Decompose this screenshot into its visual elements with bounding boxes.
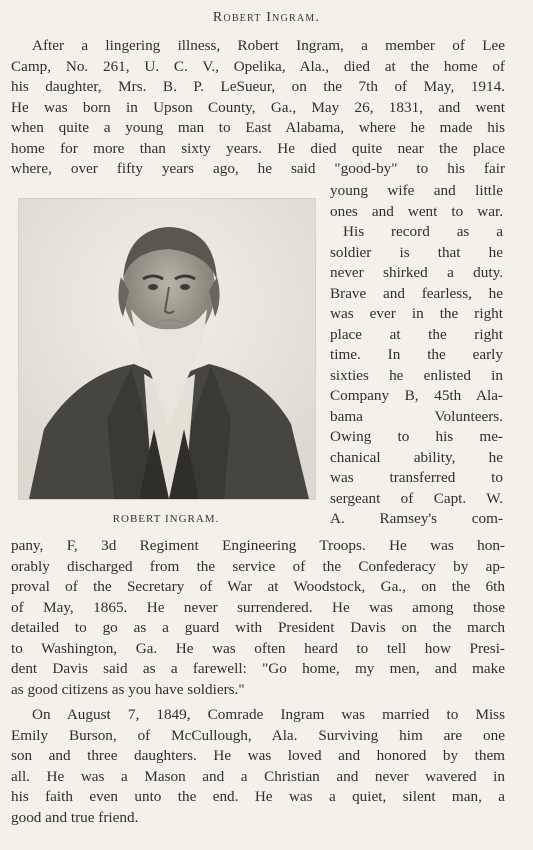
text-line: his faith even unto the end. He was a quiet, silent man, a bbox=[11, 788, 505, 805]
text-line: bama Volunteers. bbox=[330, 407, 503, 425]
text-line: ones and went to war. bbox=[330, 202, 503, 220]
text-line: His record as a bbox=[343, 223, 503, 240]
text-line: He was born in Upson County, Ga., May 26, 1831, and went bbox=[11, 98, 505, 116]
text-line: Owing to his me- bbox=[330, 428, 503, 445]
text-line: when quite a young man to East Alabama, where he made his bbox=[11, 119, 505, 136]
text-line: good and true friend. bbox=[11, 808, 139, 826]
text-line: all. He was a Mason and a Christian and never wavered in bbox=[11, 767, 505, 785]
text-line: was ever in the right bbox=[330, 305, 503, 322]
text-line: sergeant of Capt. W. bbox=[330, 489, 503, 507]
text-line: his daughter, Mrs. B. P. LeSueur, on the 7th of May, 1914. bbox=[11, 78, 505, 95]
text-line: orably discharged from the service of the Confederacy by ap- bbox=[11, 557, 505, 575]
text-line: After a lingering illness, Robert Ingram, a member of Lee bbox=[32, 37, 505, 54]
text-line: detailed to go as a guard with President Davis on the march bbox=[11, 619, 505, 636]
text-line: to Washington, Ga. He was often heard to tell how Presi- bbox=[11, 639, 505, 657]
text-line: young wife and little bbox=[330, 182, 503, 199]
photo-caption: ROBERT INGRAM. bbox=[112, 513, 220, 525]
text-line: was transferred to bbox=[330, 469, 503, 486]
text-line: sixties he enlisted in bbox=[330, 366, 503, 384]
text-line: pany, F, 3d Regiment Engineering Troops. He was hon- bbox=[11, 537, 505, 554]
text-line: home for more than sixty years. He died quite near the place bbox=[11, 139, 505, 157]
text-line: Camp, No. 261, U. C. V., Opelika, Ala., died at the home of bbox=[11, 57, 505, 75]
portrait-photo bbox=[18, 198, 316, 500]
text-line: where, over fifty years ago, he said "good-by" to his fair bbox=[11, 160, 505, 177]
text-line: Emily Burson, of McCullough, Ala. Surviving him are one bbox=[11, 726, 505, 744]
text-line: time. In the early bbox=[330, 346, 503, 363]
text-line: soldier is that he bbox=[330, 243, 503, 261]
text-line: chanical ability, he bbox=[330, 448, 503, 466]
text-line: On August 7, 1849, Comrade Ingram was married to Miss bbox=[32, 706, 505, 723]
portrait-illustration bbox=[19, 199, 315, 499]
text-line: never shirked a duty. bbox=[330, 264, 503, 281]
text-line: dent Davis said as a farewell: "Go home, my men, and make bbox=[11, 660, 505, 677]
text-line: proval of the Secretary of War at Woodstock, Ga., on the 6th bbox=[11, 578, 505, 595]
text-line: son and three daughters. He was loved and honored by them bbox=[11, 747, 505, 764]
text-line: place at the right bbox=[330, 325, 503, 343]
text-line: as good citizens as you have soldiers." bbox=[11, 680, 245, 698]
text-line: of May, 1865. He never surrendered. He was among those bbox=[11, 598, 505, 616]
article-title: Robert Ingram. bbox=[212, 10, 321, 25]
text-line: Company B, 45th Ala- bbox=[330, 387, 503, 404]
text-line: Brave and fearless, he bbox=[330, 284, 503, 302]
text-line: A. Ramsey's com- bbox=[330, 510, 503, 527]
